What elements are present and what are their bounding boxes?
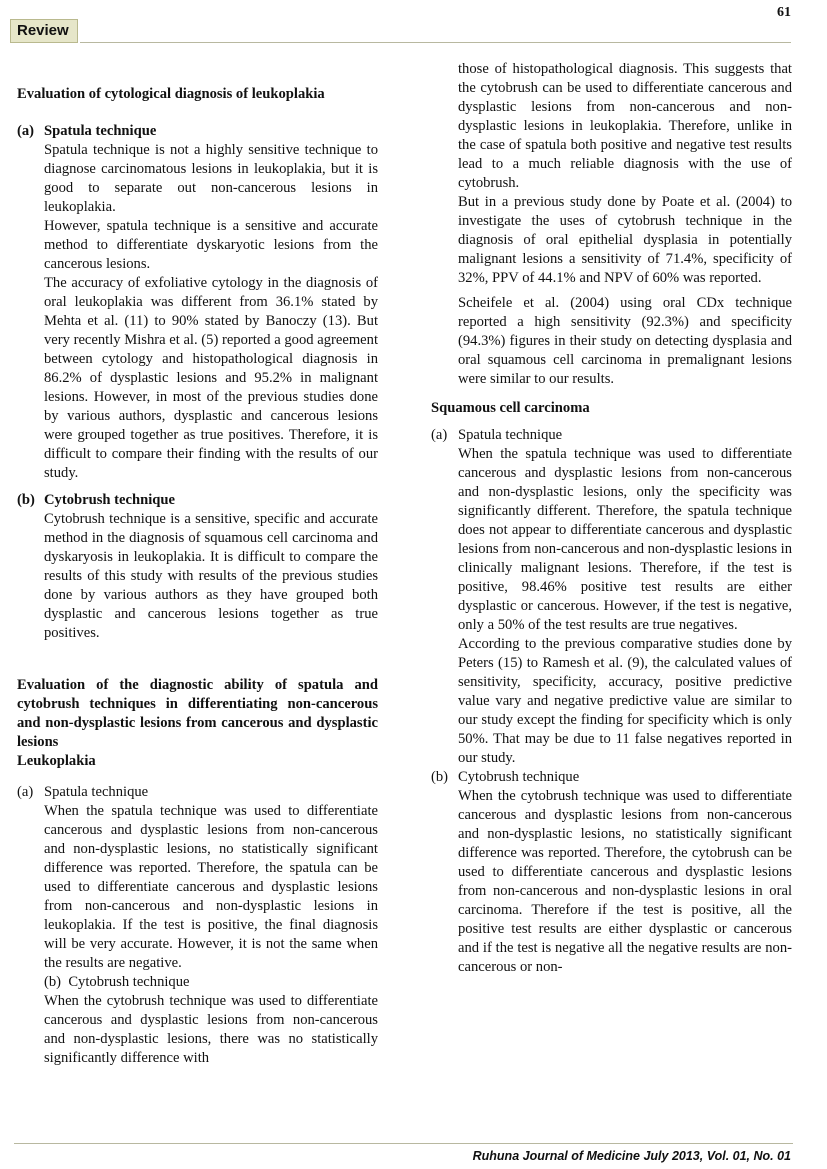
subsection-marker: (b) (17, 492, 35, 508)
paragraph: According to the previous comparative studies done by Peters (15) to Ramesh et al. (9), the calculated values of sensitivity, specificity, accuracy, positive predictive value vary and negative predictive value are similar to our study except the finding for specificity which is only 50%. That may be due to 11 false negatives reported in our study. (458, 636, 792, 766)
journal-footer: Ruhuna Journal of Medicine July 2013, Vol. 01, No. 01 (472, 1149, 791, 1163)
paragraph: Scheifele et al. (2004) using oral CDx technique reported a high sensitivity (92.3%) and specificity (94.3%) figures in their study on detecting dysplasia and oral squamous cell carcinoma in premalignant lesions were similar to our results. (458, 295, 792, 387)
paragraph: Spatula technique is not a highly sensitive technique to diagnose carcinomatous lesions in leukoplakia, but it is good to separate out non-cancerous lesions in leukoplakia. (44, 142, 378, 215)
paragraph: However, spatula technique is a sensitive and accurate method to differentiate dyskaryotic lesions from the cancerous lesions. (44, 218, 378, 272)
subsection-title: Spatula technique (458, 427, 563, 443)
subsection-spatula (17, 122, 378, 483)
paragraph: those of histopathological diagnosis. This suggests that the cytobrush can be used to differentiate cancerous and dysplastic lesions from non-cancerous and non-dysplastic lesions in leukoplakia. Therefore, unlike in the case of spatula both positive and negative test results lead to a much reliable diagnosis with the use of cytobrush. (458, 61, 792, 191)
subsection-leuko-spatula (17, 783, 378, 1068)
heading-leukoplakia: Leukoplakia (17, 753, 96, 769)
right-column (431, 60, 792, 977)
header-rule (80, 42, 791, 43)
review-section-tag: Review (10, 19, 78, 43)
paragraph: When the spatula technique was used to differentiate cancerous and dysplastic lesions from non-cancerous and non-dysplastic lesions, no statistically significant difference was reported. Therefore, the spatula can be used to differentiate cancerous and dysplastic lesions from non-cancerous and non-dysplastic lesions in leukoplakia. If the test is positive, the final diagnosis will be very accurate. However, it is not the same when the results are negative. (44, 803, 378, 971)
paragraph: The accuracy of exfoliative cytology in the diagnosis of oral leukoplakia was different from 36.1% stated by Mehta et al. (11) to 90% stated by Banoczy (13). But very recently Mishra et al. (5) reported a good agreement between cytology and histopathological diagnosis in 86.2% of dysplastic lesions and 95.2% in malignant lesions. However, in most of the previous studies done by various authors, dysplastic and cancerous lesions were grouped together as true positives. Therefore, it is difficult to compare their finding with the results of our study. (44, 275, 378, 481)
subsection-marker: (a) (431, 427, 448, 443)
heading-cytological-evaluation: Evaluation of cytological diagnosis of leukoplakia (17, 86, 325, 102)
paragraph: Cytobrush technique is a sensitive, specific and accurate method in the diagnosis of squamous cell carcinoma and dyskaryosis in leukoplakia. It is difficult to compare the results of this study with results of the previous studies done by various authors as they have grouped both dysplastic and cancerous lesions together as true positives. (44, 511, 378, 641)
subsection-title: (b) Cytobrush technique (44, 974, 190, 990)
subsection-cytobrush (17, 491, 378, 643)
paragraph: When the cytobrush technique was used to differentiate cancerous and dysplastic lesions from non-cancerous and non-dysplastic lesions, there was no statistically significantly difference with (44, 993, 378, 1066)
subsection-scc-spatula (431, 426, 792, 768)
subsection-title: Cytobrush technique (44, 492, 175, 508)
left-column (17, 52, 378, 1068)
heading-squamous-cell-carcinoma: Squamous cell carcinoma (431, 400, 590, 416)
paragraph: When the spatula technique was used to differentiate cancerous and dysplastic lesions from non-cancerous and non-dysplastic lesions, only the specificity was significantly different. Therefore, the spatula technique does not appear to differentiate cancerous and dysplastic lesions from non-cancerous and non-dysplastic lesions in clinically malignant lesions. Therefore, if the test is positive, 98.46% positive test results are either dysplastic or cancerous. However, if the test is negative, only a 50% of the test results are true negatives. (458, 446, 792, 633)
paragraph: When the cytobrush technique was used to differentiate cancerous and dysplastic lesions from non-cancerous and non-dysplastic lesions, no statistically significant difference was reported. Therefore, the cytobrush can be used to differentiate cancerous and dysplastic lesions from non-cancerous and non-dysplastic lesions in oral carcinoma. Therefore if the test is positive, all the positive test results are either dysplastic or cancerous and if the test is negative all the negative results are non-cancerous or non- (458, 788, 792, 975)
subsection-marker: (b) (431, 769, 449, 785)
subsection-title: Spatula technique (44, 123, 157, 139)
subsection-marker: (a) (17, 784, 34, 800)
subsection-marker: (a) (17, 123, 35, 139)
subsection-scc-cytobrush (431, 768, 792, 977)
page-number: 61 (777, 5, 791, 20)
heading-diagnostic-ability: Evaluation of the diagnostic ability of spatula and cytobrush techniques in differentiating non-cancerous and non-dysplastic lesions from cancerous and dysplastic lesions (17, 677, 378, 750)
subsection-title: Spatula technique (44, 784, 149, 800)
footer-rule (14, 1143, 793, 1144)
paragraph: But in a previous study done by Poate et al. (2004) to investigate the uses of cytobrush technique in the diagnosis of oral epithelial dysplasia in potentially malignant lesions a sensitivity of 71.4%, specificity of 32%, PPV of 44.1% and NPV of 60% was reported. (458, 194, 792, 286)
subsection-title: Cytobrush technique (458, 769, 580, 785)
